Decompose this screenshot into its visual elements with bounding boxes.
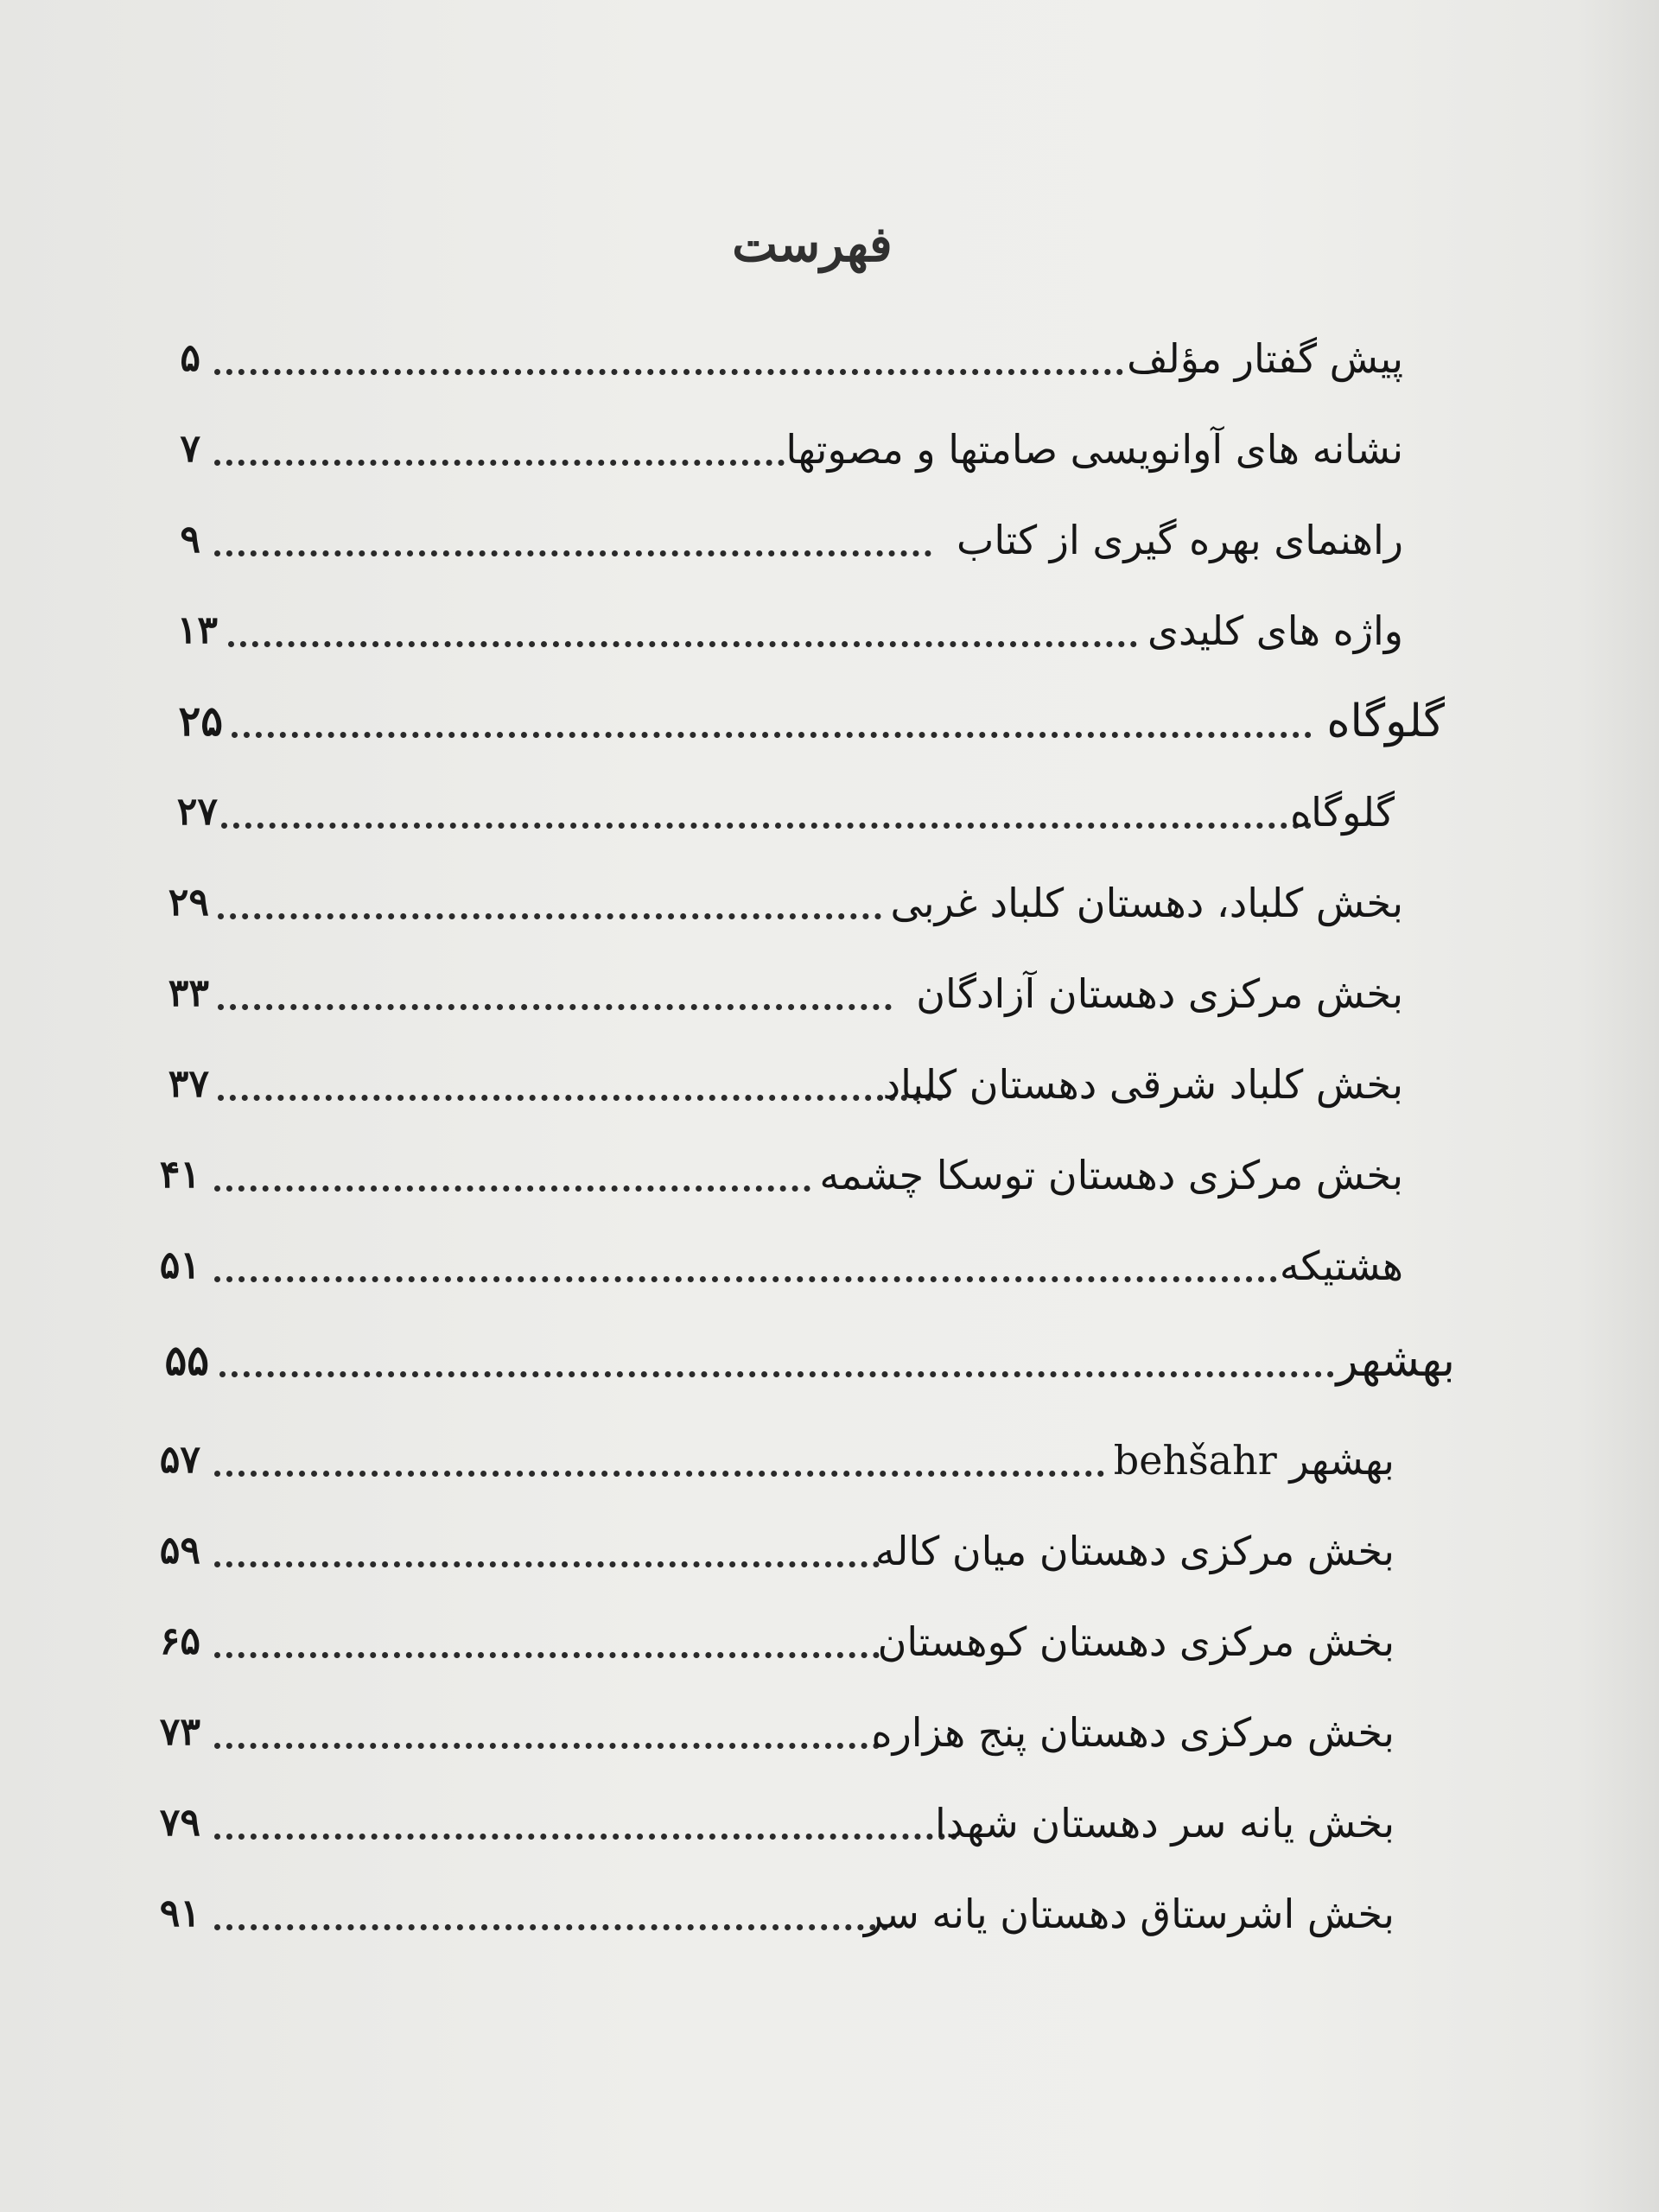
toc-page-number: ۷ <box>180 427 200 471</box>
toc-entry-label-persian: بهشهر <box>1289 1437 1395 1484</box>
toc-page-number: ۴۱ <box>159 1153 200 1197</box>
toc-entry <box>0 959 1659 1028</box>
toc-entry-label: بخش یانه سر دهستان شهدا <box>935 1800 1395 1847</box>
toc-dot-leader <box>214 1743 880 1749</box>
toc-entry-label: بخش مرکزی دهستان توسکا چشمه <box>819 1152 1403 1198</box>
toc-entry-label: بخش مرکزی دهستان میان کاله <box>874 1528 1395 1574</box>
toc-dot-leader <box>214 369 1123 375</box>
toc-entry-label <box>1114 1426 1395 1495</box>
toc-entry <box>0 1141 1659 1210</box>
toc-entry <box>0 415 1659 484</box>
toc-dot-leader <box>214 550 931 556</box>
toc-entry <box>0 1231 1659 1300</box>
toc-entry <box>0 1879 1659 1948</box>
page-title: فهرست <box>732 216 893 273</box>
toc-page-number: ۷۹ <box>159 1801 200 1845</box>
toc-dot-leader <box>218 1095 944 1101</box>
toc-entry <box>0 1698 1659 1767</box>
toc-entry <box>0 1426 1659 1495</box>
toc-page-number: ۱۳ <box>176 608 218 652</box>
toc-page-number: ۹ <box>180 518 200 562</box>
toc-page-number: ۲۵ <box>178 697 223 746</box>
toc-dot-leader <box>232 732 1312 738</box>
toc-entry <box>0 596 1659 665</box>
toc-dot-leader <box>214 1185 810 1192</box>
toc-dot-leader <box>218 913 881 919</box>
toc-entry-transliteration: behšahr <box>1113 1437 1277 1484</box>
toc-part-label: بهشهر <box>1336 1335 1455 1387</box>
toc-entry-label: بخش اشرستاق دهستان یانه سر <box>863 1891 1395 1937</box>
toc-entry-label: بخش مرکزی دهستان آزادگان <box>916 970 1403 1017</box>
toc-part-entry <box>0 1326 1659 1395</box>
toc-page-number: ۶۵ <box>159 1619 200 1663</box>
toc-page-number: ۲۹ <box>168 880 209 925</box>
toc-entry <box>0 778 1659 847</box>
toc-dot-leader <box>221 823 1312 829</box>
toc-entry <box>0 1516 1659 1586</box>
toc-entry-label: نشانه های آوانویسی صامتها و مصوتها <box>785 426 1403 473</box>
toc-dot-leader <box>214 1561 880 1567</box>
toc-dot-leader <box>219 1371 1334 1377</box>
toc-page-number: ۵۹ <box>159 1529 200 1573</box>
toc-page-number: ۵ <box>180 336 200 380</box>
toc-entry <box>0 1050 1659 1119</box>
toc-part-entry <box>0 687 1659 756</box>
toc-dot-leader <box>214 1834 957 1840</box>
toc-entry-label: بخش کلباد، دهستان کلباد غربی <box>890 880 1403 926</box>
toc-entry <box>0 1789 1659 1858</box>
toc-entry-label: گلوگاه <box>1290 789 1395 836</box>
toc-entry-label: بخش کلباد شرقی دهستان کلباد <box>882 1061 1403 1108</box>
toc-dot-leader <box>214 460 785 466</box>
toc-page-number: ۷۳ <box>159 1710 200 1754</box>
toc-dot-leader <box>214 1924 888 1930</box>
toc-page-number: ۹۱ <box>159 1891 200 1936</box>
toc-page-number: ۳۷ <box>168 1062 209 1106</box>
toc-page-number: ۲۷ <box>176 790 218 834</box>
toc-page-number: ۵۵ <box>164 1337 209 1385</box>
toc-part-label: گلوگاه <box>1326 696 1445 747</box>
toc-entry-label: راهنمای بهره گیری از کتاب <box>957 517 1403 563</box>
toc-entry-label: واژه های کلیدی <box>1147 607 1403 654</box>
toc-entry-label: هشتیکه <box>1279 1243 1403 1289</box>
toc-dot-leader <box>228 641 1137 647</box>
toc-dot-leader <box>214 1652 880 1658</box>
toc-entry <box>0 868 1659 938</box>
toc-page-number: ۵۷ <box>159 1438 200 1482</box>
toc-dot-leader <box>218 1004 892 1010</box>
toc-entry-label: بخش مرکزی دهستان کوهستان <box>877 1618 1395 1665</box>
toc-entry <box>0 1607 1659 1676</box>
toc-page-number: ۵۱ <box>159 1243 200 1287</box>
toc-entry <box>0 505 1659 575</box>
toc-dot-leader <box>214 1276 1277 1282</box>
toc-entry <box>0 324 1659 393</box>
toc-page-number: ۳۳ <box>168 971 209 1015</box>
toc-entry-label: بخش مرکزی دهستان پنج هزاره <box>871 1709 1395 1756</box>
toc-dot-leader <box>214 1471 1104 1477</box>
toc-entry-label: پیش گفتار مؤلف <box>1127 335 1403 382</box>
